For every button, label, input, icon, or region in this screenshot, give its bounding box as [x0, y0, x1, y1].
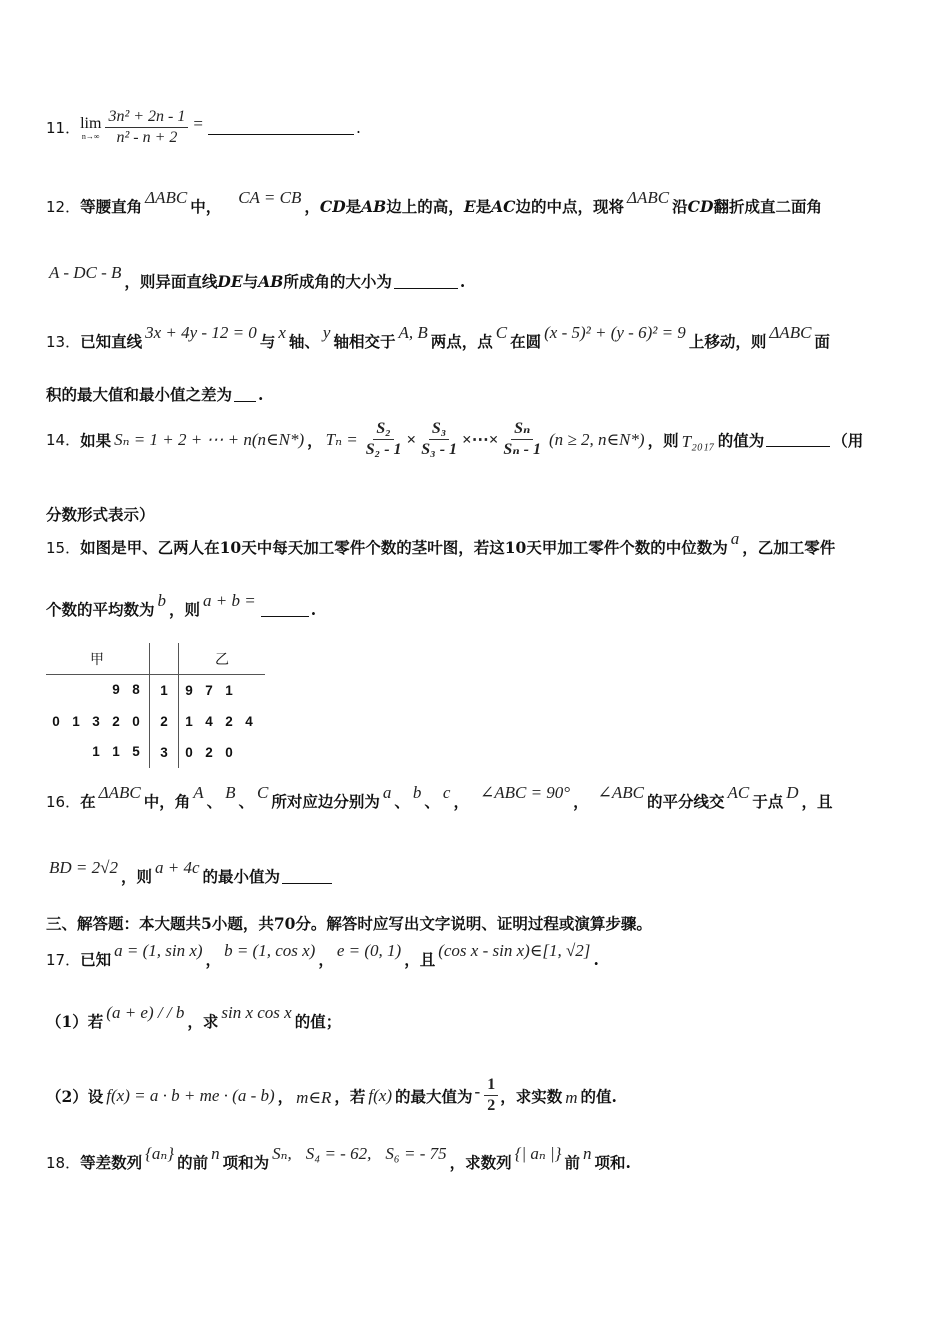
leaf: 1 [225, 683, 233, 698]
table-row [46, 737, 265, 768]
text: ，则 [169, 600, 201, 619]
text: （2）设 [46, 1086, 104, 1106]
text: 在 [80, 792, 96, 811]
text: 是 [345, 197, 362, 216]
math-dihedral: A - DC - B [49, 263, 122, 282]
math-vector: e = (0, 1) [336, 941, 402, 960]
text: 的最大值为 [395, 1086, 473, 1106]
leaf: 7 [205, 683, 213, 698]
fraction-2 [418, 420, 460, 459]
text-number: 10 [504, 537, 527, 557]
text: 、 [424, 792, 440, 811]
text: 的前 [177, 1153, 209, 1172]
fraction-denominator: 2 [487, 1097, 496, 1114]
text: 所成角的大小为 [283, 272, 392, 291]
limit-operator [80, 115, 101, 141]
math-triangle: ΔABC [145, 188, 188, 207]
limit-fraction [105, 108, 188, 147]
math-var: x [278, 323, 286, 342]
leaf: 0 [185, 745, 193, 760]
question-14-line-1: 14． 如果 Sₙ = 1 + 2 + ⋯ + n(n∈N*) ， Tₙ = $\frac{\text{S₂}}{\text{S₂ - 1}}$ × $\frac{\text{S₃}}{\text{S₃ - 1}}$ ×⋯× $\frac{\text{Sₙ}}{\text{Sₙ - 1}}$ (n ≥ 2, n∈N*) ，则 T₂₀₁₇ 的值为 （用 [46, 420, 864, 458]
answer-blank[interactable] [234, 387, 256, 402]
text: 个数的平均数为 [46, 600, 155, 619]
product-dots: ×⋯× [462, 429, 499, 449]
answer-blank[interactable] [261, 602, 309, 617]
math-var: m [565, 1087, 578, 1107]
leaf: 2 [205, 745, 213, 760]
answer-blank[interactable] [394, 274, 458, 289]
left-leaves [46, 714, 146, 729]
text: 天中每天加工零件个数的茎叶图，若这 [241, 538, 505, 557]
text-var: CD [319, 196, 346, 216]
text: 等差数列 [80, 1153, 143, 1172]
leaf: 0 [132, 714, 140, 729]
text: 的最小值为 [202, 867, 281, 886]
text: 的平分线交 [646, 792, 725, 811]
leaf: 4 [205, 714, 213, 729]
leaf [66, 682, 86, 697]
math-var: n [583, 1144, 592, 1163]
question-number: 18． [46, 1153, 81, 1172]
math-expression: a + 4c [154, 858, 200, 877]
text: 等腰直角 [80, 197, 143, 216]
table-row [46, 675, 265, 707]
question-number: 11． [46, 119, 81, 137]
text: 翻折成直二面角 [713, 197, 822, 216]
text: 轴、 [288, 332, 320, 351]
text: 如图是甲、乙两人在 [80, 538, 220, 557]
math-var: D [786, 783, 799, 802]
math-segment: AC [727, 783, 750, 802]
question-12-line-1 [46, 188, 822, 217]
text: ， [573, 792, 589, 811]
fraction-numerator: Sₙ [511, 420, 533, 440]
text: 上移动，则 [688, 332, 767, 351]
question-number: 16． [46, 792, 81, 811]
answer-blank[interactable] [282, 869, 332, 884]
question-13-line-2 [46, 383, 263, 405]
stem: 2 [160, 714, 168, 729]
text: 前 [564, 1153, 580, 1172]
math-circle-equation: (x - 5)² + (y - 6)² = 9 [544, 323, 686, 342]
leaf: 9 [112, 681, 120, 697]
text: 三、解答题：本大题共 [46, 914, 202, 933]
text: 边上的高， [386, 197, 464, 216]
math-set: m∈R [296, 1087, 332, 1107]
math-sequence: {| aₙ |} [514, 1144, 562, 1163]
left-leaves [46, 744, 146, 759]
text: 面 [814, 332, 830, 351]
fraction-denominator: S₃ - 1 [421, 441, 458, 458]
math-condition: (n ≥ 2, n∈N*) [548, 429, 645, 449]
leaf: 0 [52, 714, 60, 729]
math-triangle: ΔABC [627, 188, 670, 207]
leaf: 4 [245, 714, 253, 729]
text: 天甲加工零件个数的中位数为 [526, 538, 728, 557]
text: ，则 [120, 867, 152, 886]
equals-sign: = [193, 113, 203, 133]
math-expression: a + b = [203, 591, 256, 610]
text-number: 70 [273, 913, 296, 933]
text-var: E [463, 196, 476, 216]
question-17-part-1 [46, 1003, 342, 1032]
text: 沿 [672, 197, 688, 216]
math-var: A [193, 783, 204, 802]
math-sum: Sₙ, [272, 1144, 292, 1163]
fraction-1 [363, 420, 405, 459]
text: ， [453, 792, 469, 811]
math-var: C [495, 323, 508, 342]
right-leaves [179, 683, 259, 698]
math-var: n [211, 1144, 220, 1163]
text: 如果 [80, 430, 112, 450]
text: ，乙加工零件 [742, 538, 836, 557]
text: 项和为 [222, 1153, 270, 1172]
question-number: 15． [46, 538, 81, 557]
math-var: C [257, 783, 269, 802]
text: ，求 [187, 1012, 219, 1031]
question-15-line-2 [46, 591, 317, 620]
math-product-lhs: Tₙ = [325, 429, 358, 449]
fraction-denominator: Sₙ - 1 [503, 441, 541, 458]
text: 、 [238, 792, 255, 811]
text: 边的中点，现将 [515, 197, 625, 216]
text: 中，角 [143, 792, 191, 811]
question-14-line-2 [46, 503, 155, 525]
math-vector: a = (1, sin x) [114, 941, 203, 960]
text: ， [277, 1086, 294, 1106]
right-header: 乙 [179, 643, 266, 675]
math-var: b [157, 591, 167, 610]
leaf [46, 682, 66, 697]
leaf [66, 744, 86, 759]
math-triangle: ΔABC [98, 783, 141, 802]
text: 两点，点 [430, 332, 493, 351]
text: ，则异面直线 [124, 272, 218, 291]
math-angle: ∠ABC [597, 783, 644, 802]
text-var: AB [361, 196, 387, 216]
text: ，求数列 [449, 1153, 512, 1172]
period: . [258, 384, 264, 404]
text: 积的最大值和最小值之差为 [46, 385, 233, 404]
text-var: DE [217, 271, 243, 291]
math-function: f(x) = a · b + me · (a - b) [106, 1085, 275, 1105]
math-sum-definition: Sₙ = 1 + 2 + ⋯ + n(n∈N*) [114, 429, 305, 449]
text-number: 5 [201, 913, 212, 933]
math-var: c [442, 783, 451, 802]
question-15-line-1 [46, 529, 836, 558]
text: 的值. [580, 1086, 617, 1106]
fraction-numerator: 3n² + 2n - 1 [105, 108, 188, 128]
text: ， [307, 430, 323, 450]
right-leaves [179, 714, 259, 729]
text: 与 [242, 272, 259, 291]
stem-leaf-table [46, 643, 265, 768]
question-number: 17． [46, 950, 81, 969]
leaf: 3 [92, 714, 100, 729]
math-equation: BD = 2√2 [49, 858, 118, 877]
fraction-half [484, 1076, 498, 1115]
period: . [593, 949, 599, 969]
text: 已知直线 [80, 332, 143, 351]
math-expression: sin x cos x [221, 1003, 292, 1022]
fraction-denominator: S₂ - 1 [365, 441, 402, 458]
math-function: f(x) [368, 1085, 393, 1105]
question-13-line-1 [46, 323, 830, 352]
fraction-numerator: S₃ [429, 420, 449, 440]
fraction-numerator: S₂ [373, 420, 393, 440]
math-var: y [322, 323, 331, 342]
text: （用 [832, 430, 864, 450]
text: ， [318, 950, 334, 969]
fraction-numerator: 1 [484, 1076, 498, 1096]
header-stem-cell [150, 643, 179, 675]
text-var: AB [258, 271, 284, 291]
math-line-equation: 3x + 4y - 12 = 0 [145, 323, 257, 342]
leaf: 2 [112, 714, 120, 729]
left-leaves [46, 682, 146, 697]
question-18 [46, 1144, 631, 1173]
question-12-line-2 [46, 263, 466, 292]
text: （1）若 [46, 1012, 104, 1031]
leaf: 1 [92, 743, 100, 759]
question-number: 12． [46, 197, 81, 216]
leaf [239, 745, 259, 760]
math-sequence: {aₙ} [145, 1144, 175, 1163]
left-header: 甲 [46, 643, 148, 675]
math-equation: S₄ = - 62, [305, 1144, 372, 1163]
period: . [310, 599, 317, 619]
leaf [46, 744, 66, 759]
text: 所对应边分别为 [271, 792, 380, 811]
math-equation: S₆ = - 75 [385, 1144, 447, 1163]
leaf: 9 [185, 683, 193, 698]
lim-text: lim [80, 114, 102, 132]
math-var: B [225, 783, 236, 802]
question-number: 14． [46, 431, 81, 449]
fraction-3 [500, 420, 544, 459]
math-equation: CA = CB [238, 188, 302, 207]
text: 的值为 [717, 430, 765, 450]
text: 项和. [594, 1153, 631, 1172]
leaf: 2 [225, 714, 233, 729]
table-header-row [46, 643, 265, 675]
question-11 [46, 108, 361, 147]
fraction-denominator: n² - n + 2 [116, 129, 178, 146]
question-16-line-1 [46, 783, 833, 812]
text: ， [205, 950, 222, 969]
table-row [46, 706, 265, 737]
text: 是 [475, 197, 492, 216]
math-triangle: ΔABC [769, 323, 812, 342]
math-parallel-condition: (a + e) / / b [106, 1003, 185, 1022]
text-var: AC [491, 196, 516, 216]
text: ，若 [334, 1086, 366, 1106]
text: 分数形式表示） [46, 505, 155, 524]
text: ，求实数 [500, 1086, 563, 1106]
text: 在圆 [510, 332, 542, 351]
text: 、 [394, 792, 410, 811]
math-angle: ∠ABC = 90° [479, 783, 571, 802]
text-number: 10 [219, 537, 242, 557]
answer-blank[interactable] [208, 120, 354, 135]
period: . [459, 271, 466, 291]
text: ，且 [404, 950, 436, 969]
math-vector: b = (1, cos x) [224, 941, 316, 960]
minus-sign: - [474, 1081, 481, 1101]
answer-blank[interactable] [766, 432, 830, 447]
period: . [355, 118, 361, 137]
text: 于点 [752, 792, 784, 811]
leaf: 1 [185, 714, 193, 729]
text: ，则 [647, 430, 679, 450]
stem: 3 [160, 745, 168, 760]
leaf: 0 [225, 745, 233, 760]
math-condition: (cos x - sin x)∈[1, √2] [438, 941, 591, 960]
text: ，且 [801, 792, 833, 811]
leaf: 1 [72, 714, 80, 729]
math-var: a [382, 783, 392, 802]
text: 中， [190, 197, 222, 216]
text: 的值； [294, 1012, 342, 1031]
text-var: CD [687, 196, 714, 216]
question-17-part-2 [46, 1076, 617, 1115]
text: ， [304, 197, 320, 216]
right-leaves [179, 745, 259, 760]
text: 与 [259, 332, 276, 351]
leaf [239, 683, 259, 698]
text: 小题，共 [211, 914, 274, 933]
leaf: 1 [112, 743, 120, 759]
question-17-line-1 [46, 941, 599, 970]
text: 轴相交于 [333, 332, 396, 351]
question-16-line-2 [46, 858, 334, 887]
math-var: a [730, 529, 740, 548]
lim-subscript: n→∞ [81, 131, 100, 141]
section-3-heading [46, 912, 652, 934]
stem: 1 [160, 683, 168, 698]
math-points: A, B [398, 323, 428, 342]
question-number: 13． [46, 332, 81, 351]
leaf: 8 [132, 681, 140, 697]
math-var: b [412, 783, 422, 802]
leaf [86, 682, 106, 697]
math-term: T₂₀₁₇ [681, 431, 715, 451]
text: 已知 [80, 950, 112, 969]
text: 、 [206, 792, 223, 811]
text: 分。解答时应写出文字说明、证明过程或演算步骤。 [295, 914, 652, 933]
leaf: 5 [132, 743, 140, 759]
